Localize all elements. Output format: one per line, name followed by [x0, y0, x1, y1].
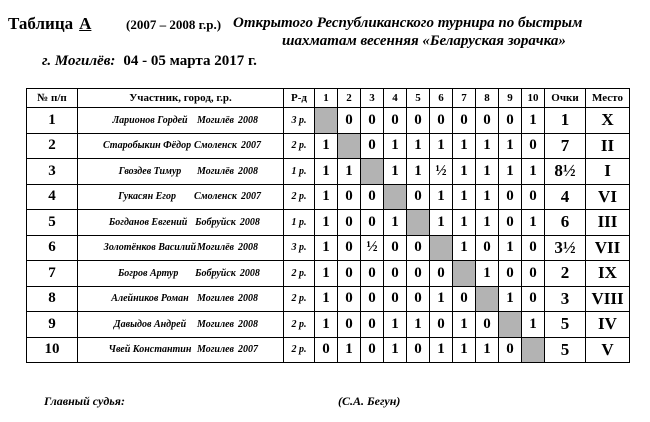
location-dates — [42, 53, 257, 70]
diagonal-cell — [522, 337, 545, 363]
participant-city: Смоленск — [194, 191, 237, 203]
col-header-round-1: 1 — [315, 89, 338, 108]
col-header-no: № п/п — [27, 89, 78, 108]
participant-rank: 3 р. — [284, 108, 315, 134]
result-cell: 1 — [476, 184, 499, 210]
table-row — [27, 312, 630, 338]
result-cell: 1 — [430, 184, 453, 210]
result-cell: 0 — [476, 235, 499, 261]
result-cell: 0 — [407, 108, 430, 134]
participant-year: 2007 — [240, 191, 261, 203]
result-cell: 0 — [361, 261, 384, 287]
header-row — [27, 89, 630, 108]
result-cell: 1 — [430, 133, 453, 159]
place-cell: X — [586, 108, 630, 134]
participant-cell — [78, 312, 284, 338]
result-cell: 1 — [522, 312, 545, 338]
result-cell: 0 — [522, 235, 545, 261]
result-cell: 0 — [361, 184, 384, 210]
result-cell: 0 — [430, 108, 453, 134]
points-cell: 4 — [545, 184, 586, 210]
table-heading — [8, 14, 97, 34]
participant-city: Бобруйск — [195, 267, 236, 279]
result-cell: 0 — [384, 108, 407, 134]
table-row — [27, 184, 630, 210]
table-row — [27, 337, 630, 363]
result-cell: 1 — [522, 159, 545, 185]
result-cell: 1 — [407, 133, 430, 159]
result-cell: 1 — [453, 235, 476, 261]
points-cell: 5 — [545, 337, 586, 363]
tournament-title-line1: Открытого Республиканского турнира по быстрым — [233, 15, 583, 31]
result-cell: 0 — [384, 286, 407, 312]
table-row — [27, 235, 630, 261]
participant-year: 2008 — [238, 114, 259, 126]
row-number: 7 — [27, 261, 78, 287]
participant-name: Гвоздев Тимур — [118, 165, 182, 177]
chief-judge-label: Главный судья: — [44, 394, 125, 408]
place-cell: III — [586, 210, 630, 236]
table-row — [27, 261, 630, 287]
result-cell: 0 — [453, 286, 476, 312]
col-header-round-2: 2 — [338, 89, 361, 108]
result-cell: 1 — [384, 312, 407, 338]
tournament-title-line2: шахматам весенняя «Беларуская зорачка» — [282, 33, 566, 49]
result-cell: 0 — [384, 261, 407, 287]
result-cell: 0 — [338, 286, 361, 312]
place-cell: VI — [586, 184, 630, 210]
result-cell: 1 — [430, 337, 453, 363]
result-cell: 0 — [338, 261, 361, 287]
participant-city: Могилев — [196, 344, 235, 356]
result-cell: 1 — [315, 312, 338, 338]
result-cell: 0 — [522, 261, 545, 287]
result-cell: 1 — [453, 159, 476, 185]
row-number: 4 — [27, 184, 78, 210]
participant-cell — [78, 261, 284, 287]
participant-year: 2008 — [238, 318, 259, 330]
points-cell: 7 — [545, 133, 586, 159]
participant-year: 2008 — [239, 216, 260, 228]
points-cell: 3½ — [545, 235, 586, 261]
place-cell: IX — [586, 261, 630, 287]
row-number: 10 — [27, 337, 78, 363]
result-cell: 1 — [315, 159, 338, 185]
col-header-round-5: 5 — [407, 89, 430, 108]
participant-cell — [78, 210, 284, 236]
points-cell: 5 — [545, 312, 586, 338]
points-cell: 1 — [545, 108, 586, 134]
table-word: Таблица — [8, 14, 74, 33]
table-row — [27, 210, 630, 236]
participant-year: 2007 — [240, 140, 261, 152]
participant-rank: 2 р. — [284, 286, 315, 312]
result-cell: 0 — [338, 184, 361, 210]
result-cell: 0 — [522, 184, 545, 210]
result-cell: 0 — [476, 312, 499, 338]
result-cell: 0 — [430, 261, 453, 287]
participant-city: Могилёв — [196, 242, 235, 254]
participant-name: Богров Артур — [117, 267, 179, 279]
participant-city: Могилев — [196, 318, 235, 330]
diagonal-cell — [499, 312, 522, 338]
result-cell: 1 — [476, 159, 499, 185]
participant-rank: 1 р. — [284, 159, 315, 185]
col-header-round-3: 3 — [361, 89, 384, 108]
place-cell: VII — [586, 235, 630, 261]
result-cell: 0 — [499, 108, 522, 134]
participant-name: Алейников Роман — [111, 293, 189, 305]
result-cell: 1 — [384, 210, 407, 236]
participant-cell — [78, 184, 284, 210]
result-cell: ½ — [430, 159, 453, 185]
result-cell: 1 — [522, 210, 545, 236]
diagonal-cell — [361, 159, 384, 185]
place-cell: II — [586, 133, 630, 159]
result-cell: 0 — [338, 210, 361, 236]
result-cell: 1 — [315, 261, 338, 287]
city-label: г. Могилёв: — [42, 53, 116, 69]
row-number: 1 — [27, 108, 78, 134]
result-cell: 0 — [499, 184, 522, 210]
result-cell: ½ — [361, 235, 384, 261]
participant-name: Золотёнков Василий — [103, 242, 197, 254]
result-cell: 0 — [315, 337, 338, 363]
participant-city: Могилев — [196, 293, 235, 305]
participant-year: 2008 — [238, 165, 259, 177]
result-cell: 0 — [499, 210, 522, 236]
result-cell: 0 — [499, 337, 522, 363]
result-cell: 1 — [476, 133, 499, 159]
row-number: 6 — [27, 235, 78, 261]
diagonal-cell — [476, 286, 499, 312]
col-header-round-8: 8 — [476, 89, 499, 108]
result-cell: 1 — [476, 261, 499, 287]
result-cell: 0 — [361, 133, 384, 159]
participant-cell — [78, 286, 284, 312]
result-cell: 0 — [384, 235, 407, 261]
result-cell: 0 — [407, 261, 430, 287]
table-row — [27, 108, 630, 134]
participant-year: 2008 — [238, 293, 259, 305]
results-table — [26, 88, 630, 363]
participant-rank: 2 р. — [284, 133, 315, 159]
place-cell: V — [586, 337, 630, 363]
diagonal-cell — [407, 210, 430, 236]
participant-cell — [78, 337, 284, 363]
participant-rank: 3 р. — [284, 235, 315, 261]
result-cell: 1 — [453, 184, 476, 210]
participant-rank: 2 р. — [284, 184, 315, 210]
result-cell: 1 — [453, 337, 476, 363]
result-cell: 1 — [499, 159, 522, 185]
participant-name: Давыдов Андрей — [113, 318, 187, 330]
participant-year: 2008 — [238, 242, 259, 254]
result-cell: 0 — [453, 108, 476, 134]
participant-name: Богданов Евгений — [108, 216, 188, 228]
result-cell: 1 — [315, 286, 338, 312]
result-cell: 1 — [315, 184, 338, 210]
result-cell: 1 — [453, 312, 476, 338]
result-cell: 0 — [361, 312, 384, 338]
table-letter: А — [79, 14, 92, 33]
result-cell: 1 — [499, 133, 522, 159]
col-header-rank: Р-д — [284, 89, 315, 108]
participant-name: Чвей Константин — [108, 344, 192, 356]
result-cell: 1 — [315, 133, 338, 159]
result-cell: 1 — [315, 210, 338, 236]
col-header-round-10: 10 — [522, 89, 545, 108]
diagonal-cell — [384, 184, 407, 210]
participant-city: Бобруйск — [195, 216, 236, 228]
place-cell: I — [586, 159, 630, 185]
result-cell: 0 — [430, 312, 453, 338]
result-cell: 0 — [361, 108, 384, 134]
col-header-participant: Участник, город, г.р. — [78, 89, 284, 108]
result-cell: 0 — [522, 286, 545, 312]
result-cell: 1 — [522, 108, 545, 134]
result-cell: 1 — [453, 133, 476, 159]
table-row — [27, 159, 630, 185]
points-cell: 3 — [545, 286, 586, 312]
diagonal-cell — [338, 133, 361, 159]
col-header-points: Очки — [545, 89, 586, 108]
result-cell: 1 — [476, 337, 499, 363]
participant-name: Гукасян Егор — [118, 191, 176, 203]
result-cell: 0 — [476, 108, 499, 134]
points-cell: 8½ — [545, 159, 586, 185]
participant-cell — [78, 159, 284, 185]
result-cell: 1 — [384, 159, 407, 185]
table-row — [27, 133, 630, 159]
place-cell: IV — [586, 312, 630, 338]
result-cell: 1 — [476, 210, 499, 236]
participant-rank: 1 р. — [284, 210, 315, 236]
col-header-round-4: 4 — [384, 89, 407, 108]
result-cell: 0 — [407, 235, 430, 261]
result-cell: 1 — [384, 337, 407, 363]
place-cell: VIII — [586, 286, 630, 312]
result-cell: 1 — [338, 159, 361, 185]
row-number: 5 — [27, 210, 78, 236]
participant-cell — [78, 108, 284, 134]
row-number: 3 — [27, 159, 78, 185]
col-header-round-6: 6 — [430, 89, 453, 108]
table-row — [27, 286, 630, 312]
result-cell: 1 — [407, 159, 430, 185]
participant-name: Ларионов Гордей — [112, 114, 188, 126]
result-cell: 1 — [453, 210, 476, 236]
result-cell: 1 — [430, 286, 453, 312]
results-body — [27, 108, 630, 363]
participant-cell — [78, 133, 284, 159]
result-cell: 1 — [315, 235, 338, 261]
diagonal-cell — [453, 261, 476, 287]
result-cell: 0 — [499, 261, 522, 287]
participant-cell — [78, 235, 284, 261]
result-cell: 0 — [407, 286, 430, 312]
result-cell: 0 — [361, 286, 384, 312]
result-cell: 1 — [430, 210, 453, 236]
result-cell: 0 — [522, 133, 545, 159]
participant-rank: 2 р. — [284, 312, 315, 338]
col-header-round-7: 7 — [453, 89, 476, 108]
participant-year: 2007 — [238, 344, 259, 356]
points-cell: 2 — [545, 261, 586, 287]
participant-rank: 2 р. — [284, 337, 315, 363]
result-cell: 0 — [338, 108, 361, 134]
result-cell: 1 — [384, 133, 407, 159]
row-number: 9 — [27, 312, 78, 338]
points-cell: 6 — [545, 210, 586, 236]
result-cell: 0 — [407, 184, 430, 210]
participant-rank: 2 р. — [284, 261, 315, 287]
col-header-round-9: 9 — [499, 89, 522, 108]
result-cell: 1 — [499, 235, 522, 261]
diagonal-cell — [315, 108, 338, 134]
result-cell: 1 — [407, 312, 430, 338]
col-header-place: Место — [586, 89, 630, 108]
participant-city: Смоленск — [194, 140, 237, 152]
result-cell: 1 — [499, 286, 522, 312]
participant-year: 2008 — [239, 267, 260, 279]
participant-city: Могилёв — [196, 114, 235, 126]
chief-judge-name: (С.А. Бегун) — [338, 394, 401, 408]
result-cell: 0 — [361, 210, 384, 236]
participant-name: Старобыкин Фёдор — [102, 140, 192, 152]
participant-city: Могилёв — [196, 165, 235, 177]
dates-label: 04 - 05 марта 2017 г. — [123, 53, 257, 69]
row-number: 2 — [27, 133, 78, 159]
result-cell: 0 — [338, 235, 361, 261]
result-cell: 0 — [338, 312, 361, 338]
diagonal-cell — [430, 235, 453, 261]
row-number: 8 — [27, 286, 78, 312]
season-label: (2007 – 2008 г.р.) — [126, 17, 222, 32]
result-cell: 1 — [338, 337, 361, 363]
result-cell: 0 — [407, 337, 430, 363]
result-cell: 0 — [361, 337, 384, 363]
